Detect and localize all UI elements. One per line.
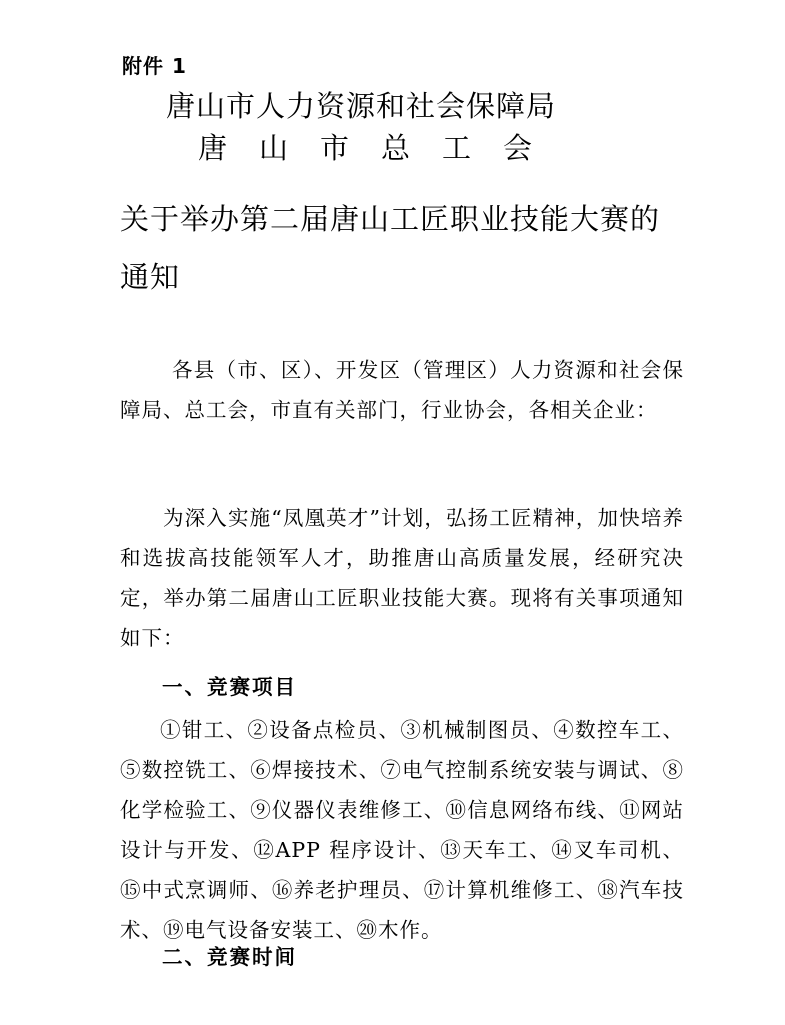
section-heading-competition-time: 二、竞赛时间 [162,945,297,969]
section-heading-competition-items: 一、竞赛项目 [162,675,297,699]
competition-items-paragraph: ①钳工、②设备点检员、③机械制图员、④数控车工、⑤数控铣工、⑥焊接技术、⑦电气控制系统安装与调试、⑧化学检验工、⑨仪器仪表维修工、⑩信息网络布线、⑪网站设计与开发、⑫APP 程序设计、⑬天车工、⑭叉车司机、⑮中式烹调师、⑯养老护理员、⑰计算机维修工、⑱汽车技术、⑲电气设备安装工、⑳木作。 [120,718,684,942]
issuer-trade-union: 唐山市总工会 [198,131,565,165]
issuer-hrss-bureau: 唐山市人力资源和社会保障局 [166,89,557,123]
salutation-paragraph: 各县（市、区）、开发区（管理区）人力资源和社会保障局、总工会，市直有关部门，行业协会，各相关企业： [120,358,684,422]
document-title: 关于举办第二届唐山工匠职业技能大赛的通知 [120,202,661,294]
intro-paragraph: 为深入实施“凤凰英才”计划，弘扬工匠精神，加快培养和选拔高技能领军人才，助推唐山高质量发展，经研究决定，举办第二届唐山工匠职业技能大赛。现将有关事项通知如下： [120,506,684,650]
attachment-label: 附件 1 [122,54,187,78]
